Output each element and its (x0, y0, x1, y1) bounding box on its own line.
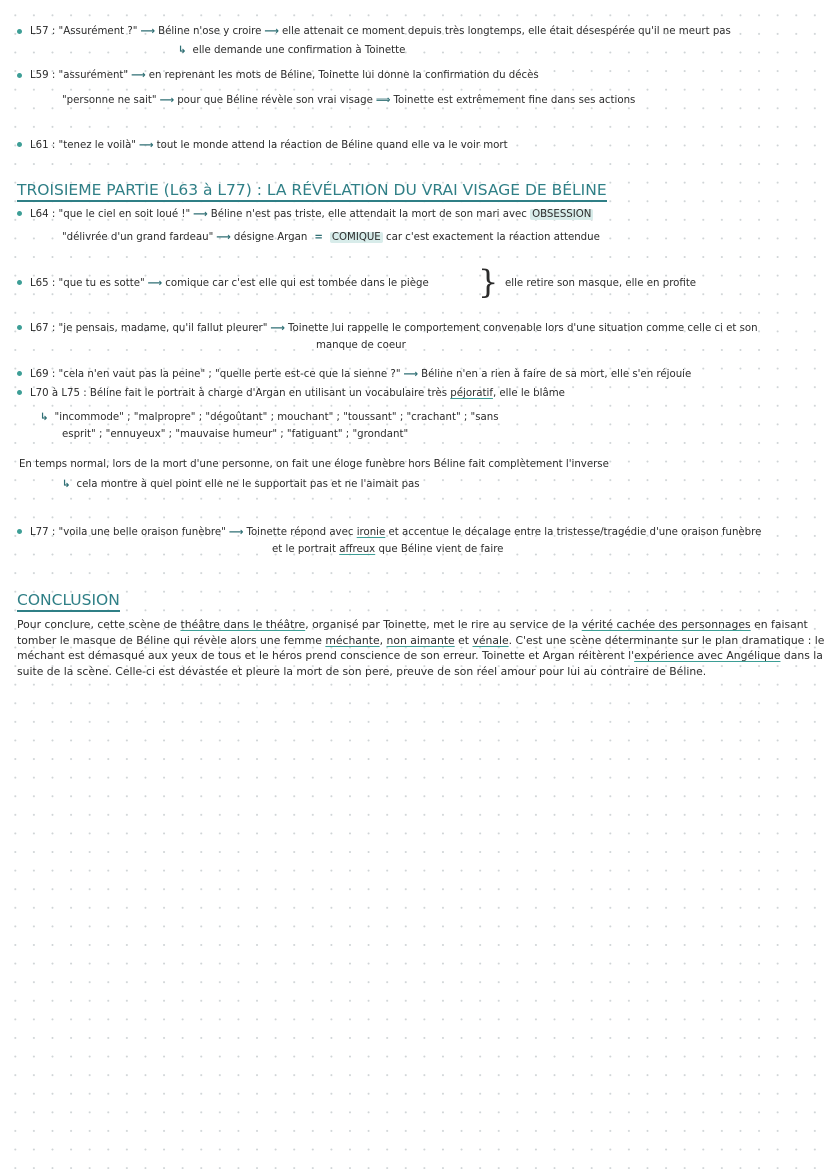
underlined-experience: expérience avec Angélique (634, 649, 781, 662)
bullet-l69 (17, 371, 22, 376)
underlined-venale: vénale (472, 633, 509, 647)
quote-l67: L67 : "je pensais, madame, qu'il fallut pleurer" (30, 323, 268, 334)
analysis-l67: Toinette lui rappelle le comportement convenable lors d'une situation comme celle ci et son (288, 323, 758, 334)
arrow-icon: ⟶ (140, 26, 156, 37)
quote-l65: L65 : "que tu es sotte" (30, 278, 145, 289)
hook-arrow-icon: ↳ (62, 479, 71, 490)
analysis-l59-b: pour que Béline révèle son vrai visage (177, 95, 373, 106)
quote-l69: L69 : "cela n'en vaut pas la peine" ; "quelle perte est-ce que la sienne ?" (30, 369, 401, 380)
conclusion-text: , (379, 633, 387, 647)
bullet-l57 (17, 29, 22, 34)
conclusion-text: et (454, 633, 473, 647)
hook-arrow-icon: ↳ (178, 45, 187, 56)
note-l70 (30, 387, 565, 400)
note-l64-sub (62, 231, 600, 244)
hook-arrow-icon: ↳ (40, 412, 49, 423)
equals-icon: = (314, 232, 323, 243)
underlined-affreux: affreux (339, 544, 376, 555)
section-heading-part3: TROISIEME PARTIE (L63 à L77) : LA RÉVÉLATION DU VRAI VISAGE DE BÉLINE (17, 180, 607, 202)
analysis-l64-c: car c'est exactement la réaction attendue (386, 232, 600, 243)
conclusion-text: en faisant tomber le masque de Béline qui révèle alors une femme (17, 618, 808, 647)
analysis-l65: comique car c'est elle qui est tombée dans le piège (165, 278, 429, 289)
bullet-l67 (17, 325, 22, 330)
quote-l57: L57 : "Assurément ?" (30, 26, 138, 37)
arrow-icon: ⟶ (403, 369, 419, 380)
vocab-list: "incommode" ; "malpropre" ; "dégoûtant" ; mouchant" ; "toussant" ; "crachant" ; "sans (54, 412, 499, 423)
quote-l61: L61 : "tenez le voilà" (30, 140, 136, 151)
arrow-icon: ⟶ (264, 26, 280, 37)
analysis-l57: Béline n'ose y croire (158, 26, 262, 37)
analysis-l69: Béline n'en a rien à faire de sa mort, elle s'en réjouie (421, 369, 692, 380)
bullet-l70 (17, 390, 22, 395)
analysis-normal-time: cela montre à quel point elle ne le supportait pas et ne l'aimait pas (76, 479, 420, 490)
note-l70-words-cont: esprit" ; "ennuyeux" ; "mauvaise humeur" ; "fatiguant" ; "grondant" (62, 429, 409, 440)
analysis-l57-sub: elle demande une confirmation à Toinette (192, 45, 406, 56)
note-l65 (30, 277, 429, 290)
analysis-l70: L70 à L75 : Béline fait le portrait à charge d'Argan en utilisant un vocabulaire très (30, 388, 448, 399)
note-l59 (30, 69, 539, 82)
conclusion-paragraph (17, 617, 825, 679)
bullet-l65 (17, 280, 22, 285)
note-l70-words (40, 411, 499, 424)
underlined-theatre: théâtre dans le théâtre (180, 618, 306, 631)
analysis-l57-detail: elle attenait ce moment depuis très longtemps, elle était désespérée qu'il ne meurt pas (282, 26, 731, 37)
conclusion-text: , organisé par Toinette, met le rire au service de la (305, 618, 582, 631)
implies-arrow-icon: ⟹ (375, 95, 391, 106)
bullet-l61 (17, 142, 22, 147)
note-l57-sub (178, 44, 405, 57)
highlight-obsession: OBSESSION (532, 209, 592, 220)
underlined-verite: vérité cachée des personnages (581, 618, 751, 631)
analysis-l77-a: Toinette répond avec (246, 527, 357, 538)
conclusion-text: . C'est une scène déterminante sur le plan dramatique : le méchant est démasqué aux yeux de tous et le héros prend conscience de son erreur. Toinette et Argan réitèrent l' (17, 633, 825, 662)
analysis-l77-d: que Béline vient de faire (375, 544, 504, 555)
conclusion-text: dans la suite de la scène. Celle-ci est dévastée et pleure la mort de son pere, preuve de son réel amour pour lui au contraire de Béline. (17, 649, 823, 678)
analysis-l70-end: , elle le blâme (492, 388, 565, 399)
arrow-icon: ⟶ (147, 278, 163, 289)
arrow-icon: ⟶ (216, 232, 231, 243)
underlined-mechante: méchante (325, 633, 380, 647)
note-l61 (30, 139, 508, 152)
note-normal-time: En temps normal, lors de la mort d'une personne, on fait une éloge funèbre hors Béline fait complètement l'inverse (19, 459, 609, 470)
quote-l64-b: "délivrée d'un grand fardeau" (62, 232, 214, 243)
arrow-icon: ⟶ (270, 323, 286, 334)
underlined-non-aimante: non aimante (386, 633, 455, 647)
analysis-l64: Béline n'est pas triste, elle attendait la mort de son mari avec (210, 209, 527, 220)
conclusion-text: Pour conclure, cette scène de (17, 618, 181, 631)
analysis-l64-b: désigne Argan (233, 232, 308, 243)
bullet-l64 (17, 211, 22, 216)
bullet-l59 (17, 73, 22, 78)
analysis-l61: tout le monde attend la réaction de Béline quand elle va le voir mort (156, 140, 508, 151)
quote-l59-b: "personne ne sait" (62, 95, 157, 106)
arrow-icon: ⟶ (131, 70, 146, 81)
arrow-icon: ⟶ (139, 140, 154, 151)
underlined-ironie: ironie (356, 527, 386, 538)
note-l67 (30, 322, 758, 335)
section-heading-conclusion: CONCLUSION (17, 590, 120, 612)
note-l77-cont (272, 543, 503, 556)
note-l77 (30, 526, 761, 539)
note-l57 (30, 25, 731, 38)
note-l67-cont: manque de coeur (316, 340, 406, 351)
quote-l64: L64 : "que le ciel en soit loué !" (30, 209, 191, 220)
quote-l77: L77 : "voila une belle oraison funèbre" (30, 527, 226, 538)
analysis-l77-b: et accentue le décalage entre la tristesse/tragédie d'une oraison funèbre (385, 527, 762, 538)
note-l69 (30, 368, 691, 381)
analysis-l59: en reprenant les mots de Béline, Toinette lui donne la confirmation du décès (148, 70, 539, 81)
arrow-icon: ⟶ (228, 527, 244, 538)
highlight-comique: COMIQUE (331, 232, 381, 243)
note-l59-sub (62, 94, 635, 107)
underlined-pejoratif: péjoratif (450, 388, 493, 399)
arrow-icon: ⟶ (159, 95, 175, 106)
quote-l59: L59 : "assurément" (30, 70, 129, 81)
analysis-l77-c: et le portrait (272, 544, 340, 555)
note-l64 (30, 208, 593, 221)
arrow-icon: ⟶ (193, 209, 208, 220)
note-normal-time-sub (62, 478, 420, 491)
note-l65-conclusion: elle retire son masque, elle en profite (505, 278, 697, 289)
bullet-l77 (17, 529, 22, 534)
brace-icon: } (478, 263, 499, 301)
analysis-l59-c: Toinette est extrêmement fine dans ses actions (393, 95, 636, 106)
